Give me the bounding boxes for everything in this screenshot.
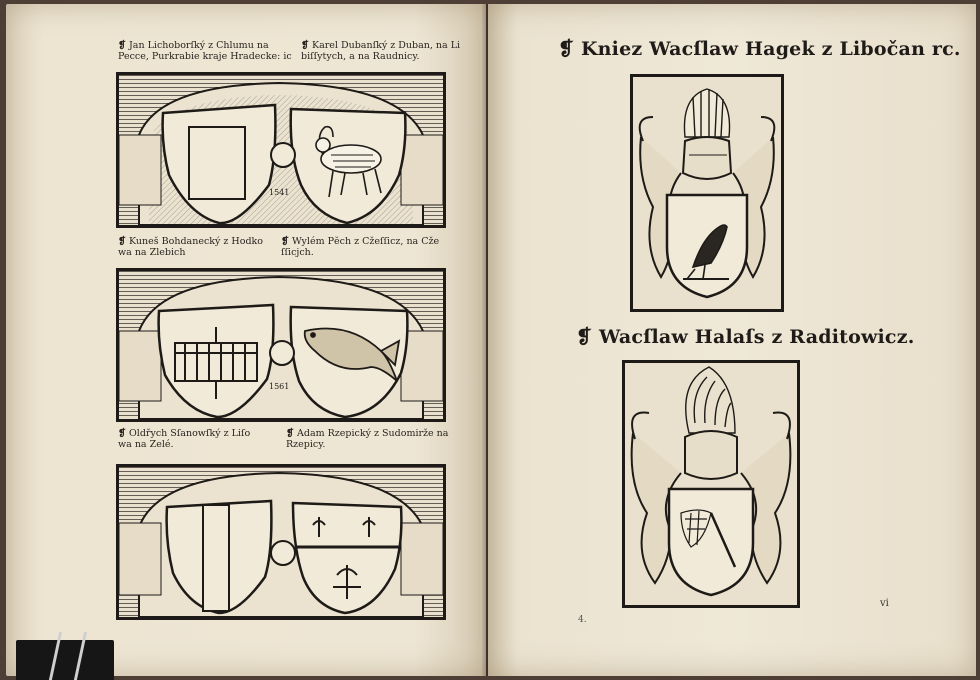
small-mark: 4.: [578, 615, 587, 625]
caption-pech: ❡ Wylém Pĕch z Cžeſſicz, na Cže ſſicjch.: [281, 236, 440, 258]
heading-hagek: ❡ Kniez Wacſlaw Hagek z Libočan rc.: [558, 38, 961, 60]
coat-of-arms-woodcut-icon: [119, 75, 443, 225]
caption-rzepicky: ❡ Adam Rzepický z Sudomirže na Rzepicy.: [286, 428, 449, 450]
helmet-crest-icon: [633, 77, 781, 309]
coat-of-arms-woodcut-icon: [119, 271, 443, 419]
page-number: vi: [880, 598, 889, 609]
plate-year-2: 1561: [269, 382, 290, 391]
woodcut-halass-arms: [622, 360, 800, 608]
binder-clip-icon: [16, 640, 114, 680]
caption-bohdanecky: ❡ Kuneš Bohdanecký z Hodko wa na Zlebich: [118, 236, 263, 258]
woodcut-plate-3: [116, 464, 446, 620]
right-page: [488, 4, 976, 676]
helmet-crest-icon: [625, 363, 797, 605]
heading-halass: ❡ Wacſlaw Halaſs z Raditowicz.: [576, 326, 915, 348]
plate-year-1: 1541: [269, 188, 290, 197]
woodcut-plate-1: [116, 72, 446, 228]
caption-ssanowsky: ❡ Oldřych Sſanowſký z Liſo wa na Zelé.: [118, 428, 251, 450]
woodcut-hagek-arms: [630, 74, 784, 312]
caption-lichoborsky: ❡ Jan Lichoborſký z Chlumu na Pecce, Purkrabie kraje Hradecke: ic: [118, 40, 292, 62]
woodcut-plate-2: [116, 268, 446, 422]
coat-of-arms-woodcut-icon: [119, 467, 443, 617]
left-page: [6, 4, 486, 676]
caption-dubansky: ❡ Karel Dubanſký z Duban, na Li biſſytych, a na Raudnicy.: [301, 40, 461, 62]
